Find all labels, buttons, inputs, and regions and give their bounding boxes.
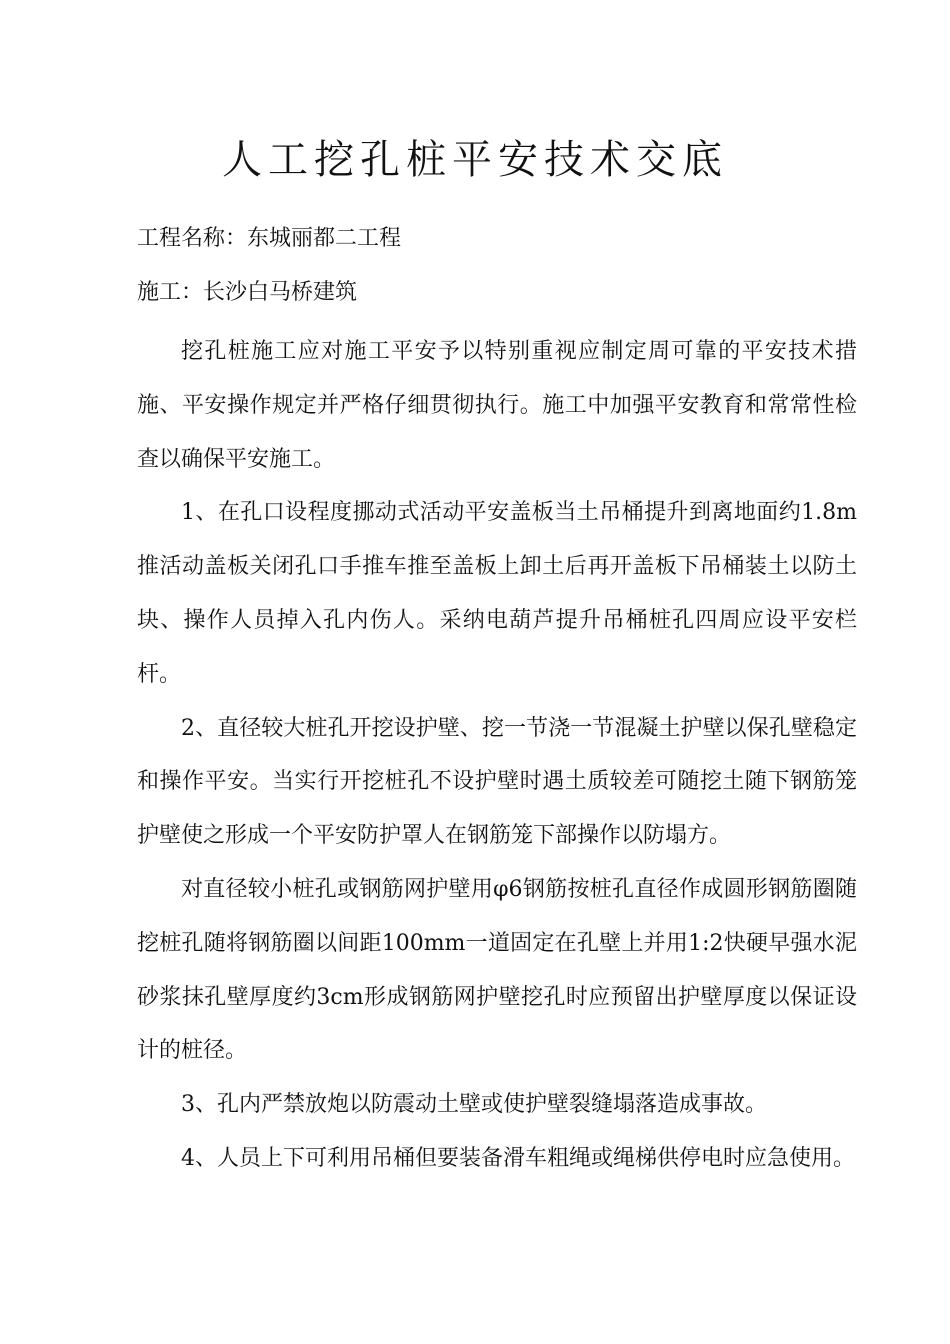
paragraph-item-1: 1、在孔口设程度挪动式活动平安盖板当土吊桶提升到离地面约1.8m推活动盖板关闭孔口手推车推至盖板上卸土后再开盖板下吊桶装土以防土块、操作人员掉入孔内伤人。采纳电葫芦提升吊桶桩孔四周应设平安栏杆。 — [137, 500, 857, 687]
paragraph-item-3: 3、孔内严禁放炮以防震动土壁或使护壁裂缝塌落造成事故。 — [181, 1092, 767, 1118]
paragraph-item-2: 2、直径较大桩孔开挖设护壁、挖一节浇一节混凝土护壁以保孔壁稳定和操作平安。当实行开挖桩孔不设护壁时遇土质较差可随挖土随下钢筋笼护壁使之形成一个平安防护罩人在钢筋笼下部操作以防塌方。 — [137, 715, 857, 849]
paragraph-item-4: 4、人员上下可利用吊桶但要装备滑车粗绳或绳梯供停电时应急使用。 — [181, 1145, 855, 1171]
contractor-line: 施工：长沙白马桥建筑 — [137, 280, 358, 305]
document-body — [137, 325, 857, 1186]
project-name-line: 工程名称：东城丽都二工程 — [137, 226, 402, 251]
document-title: 人工挖孔桩平安技术交底 — [222, 137, 728, 183]
paragraph-small-pile: 对直径较小桩孔或钢筋网护壁用φ6钢筋按桩孔直径作成圆形钢筋圈随挖桩孔随将钢筋圈以间距100mm一道固定在孔壁上并用1:2快硬早强水泥砂浆抹孔壁厚度约3cm形成钢筋网护壁挖孔时应预留出护壁厚度以保证设计的桩径。 — [137, 876, 857, 1064]
intro-paragraph: 挖孔桩施工应对施工平安予以特别重视应制定周可靠的平安技术措施、平安操作规定并严格仔细贯彻执行。施工中加强平安教育和常常性检查以确保平安施工。 — [137, 339, 857, 472]
